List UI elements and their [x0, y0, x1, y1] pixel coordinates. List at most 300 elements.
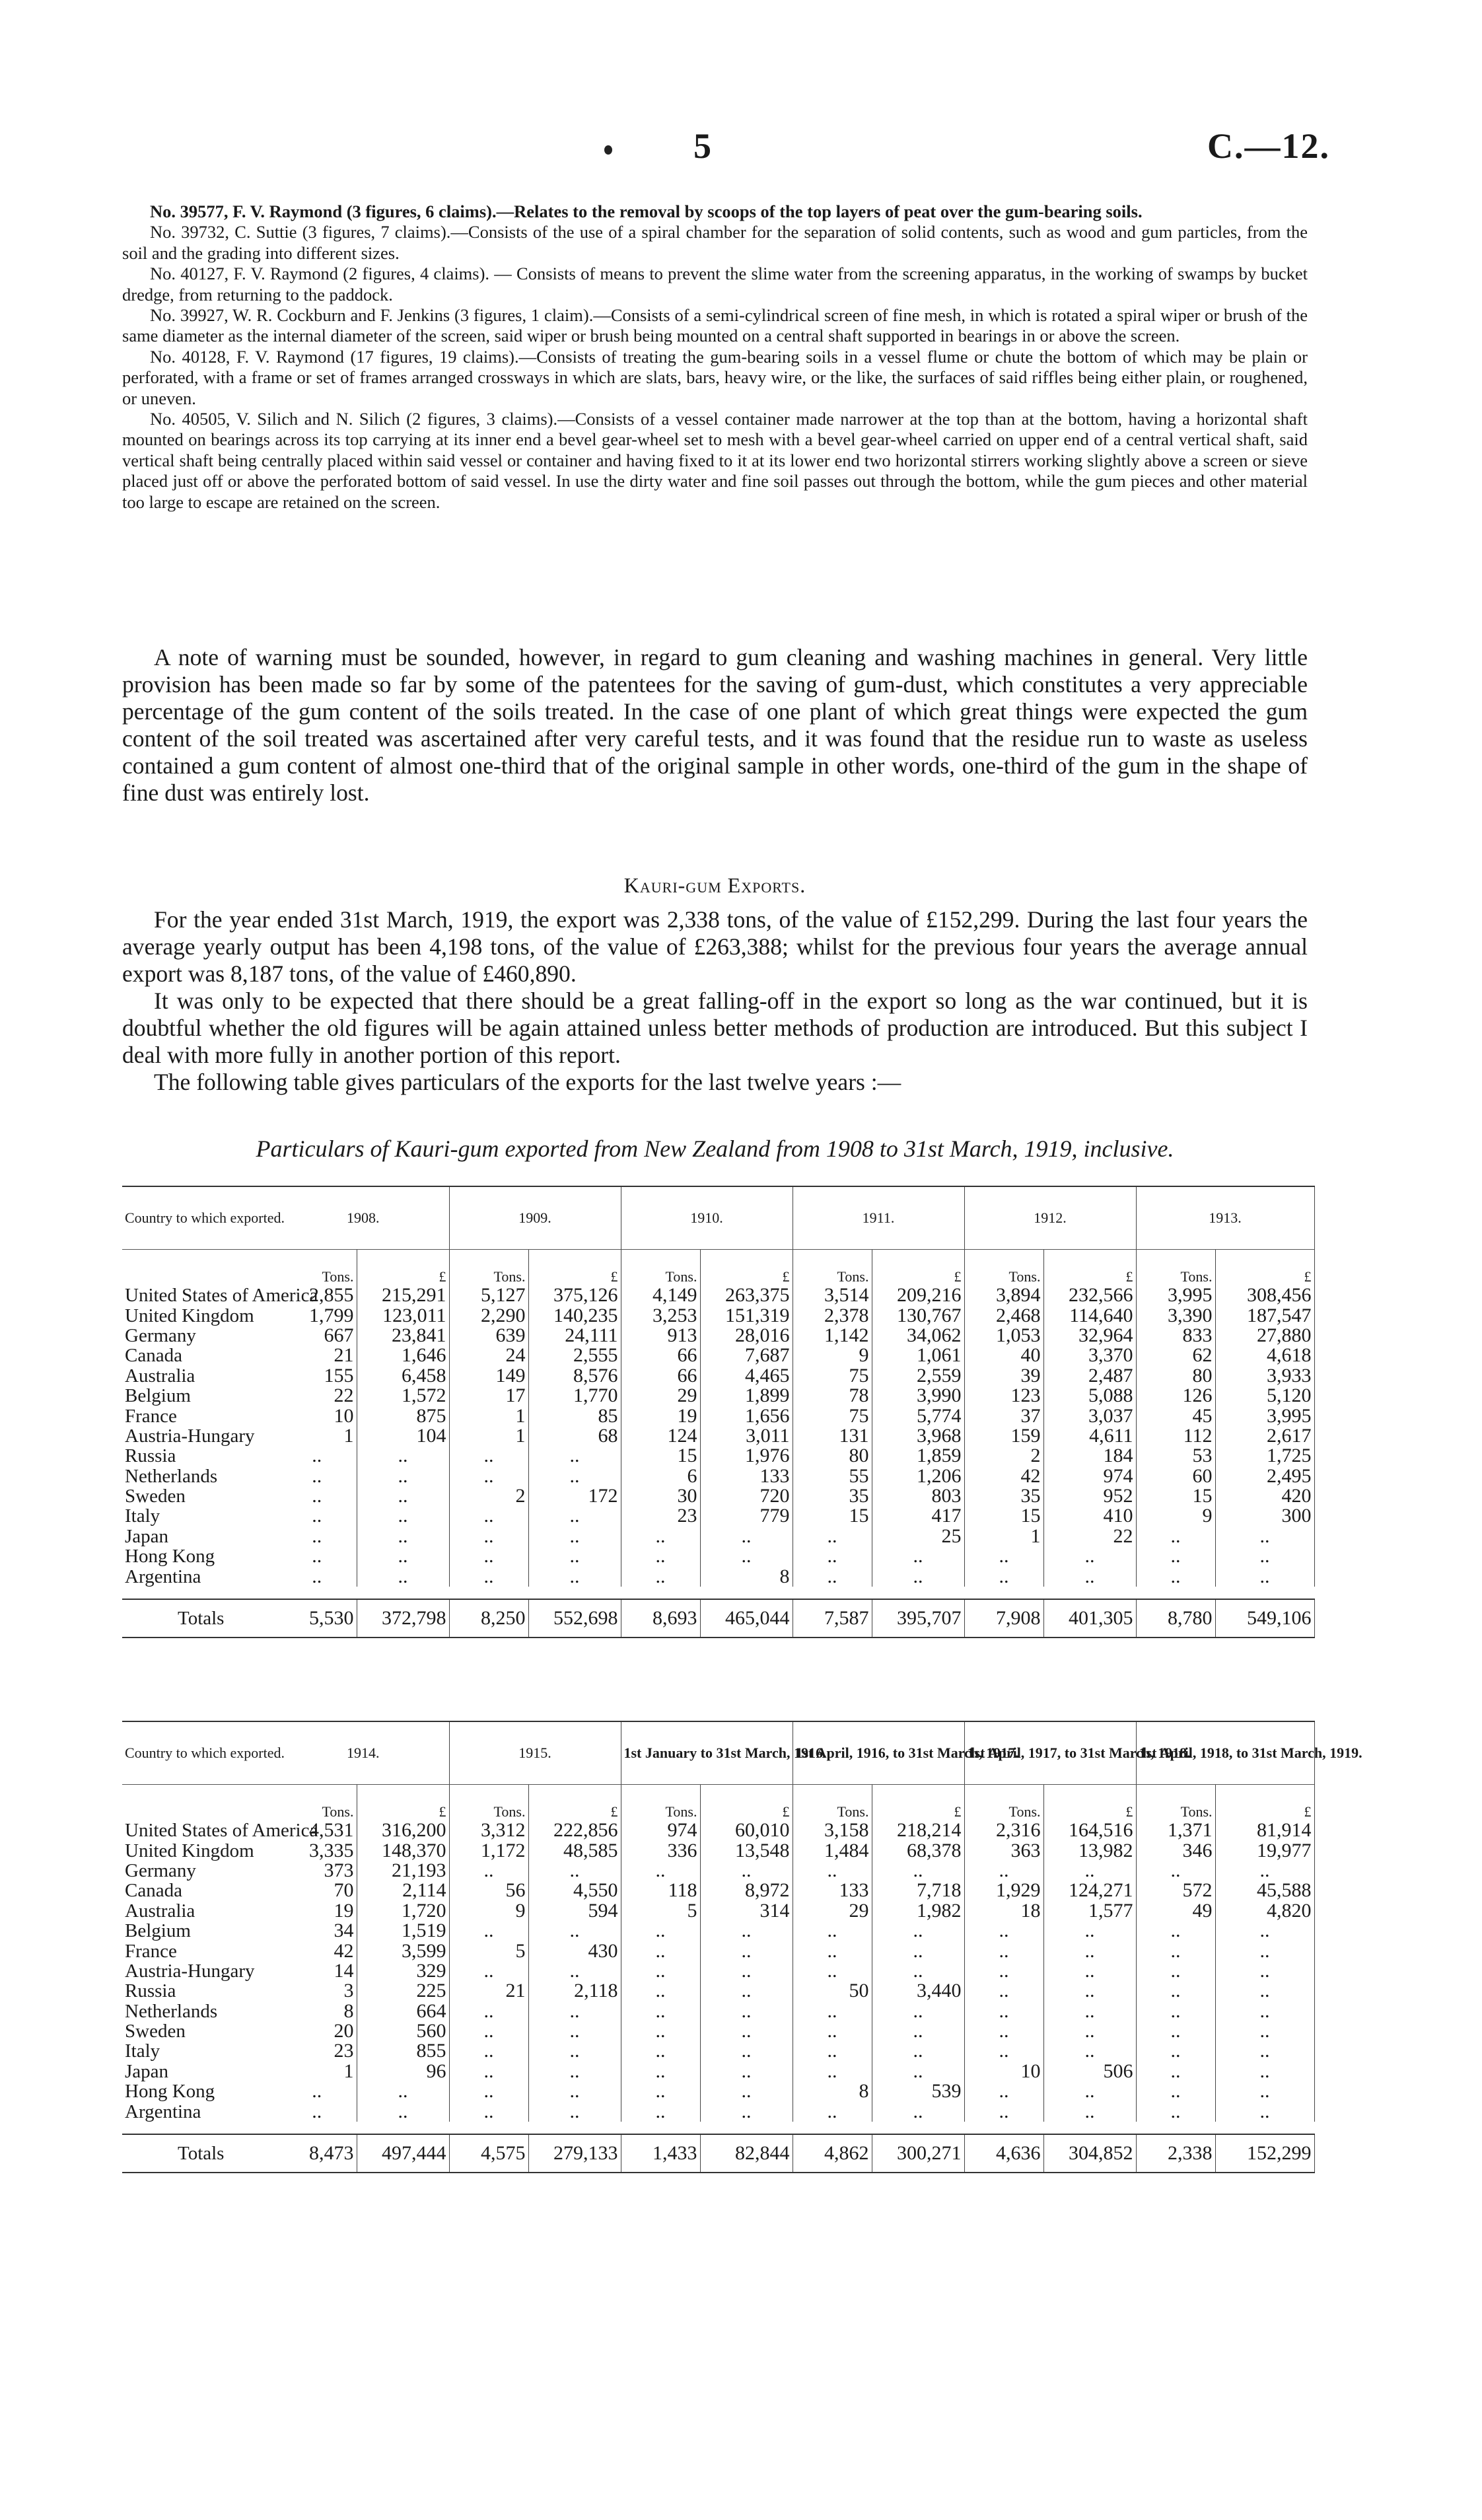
spacer-row [122, 1587, 1314, 1599]
value-cell: .. [964, 1566, 1043, 1586]
country-cell [122, 1921, 277, 1941]
value-cell: .. [449, 1527, 528, 1546]
warning-paragraph-block [122, 644, 1308, 807]
value-cell: 123 [964, 1386, 1043, 1406]
value-cell: 45 [1136, 1406, 1215, 1425]
value-cell: 1,061 [872, 1346, 964, 1365]
country-name: Australia [125, 1900, 195, 1922]
value-cell: 23,841 [357, 1326, 449, 1346]
value-cell: .. [793, 2041, 872, 2061]
total-value-cell: 5,530 [277, 1599, 357, 1638]
value-cell: 539 [872, 2081, 964, 2101]
unit-pounds: £ [1215, 1250, 1314, 1286]
table-row [122, 1305, 1314, 1325]
value-cell: 2,118 [528, 1981, 621, 2001]
value-cell: 133 [793, 1881, 872, 1900]
country-name: France [125, 1405, 177, 1427]
value-cell: 85 [528, 1406, 621, 1425]
table-row [122, 1326, 1314, 1346]
value-cell: .. [964, 2021, 1043, 2041]
value-cell: .. [528, 2081, 621, 2101]
value-cell: 218,214 [872, 1820, 964, 1840]
value-cell: 45,588 [1215, 1881, 1314, 1900]
unit-pounds: £ [1043, 1250, 1136, 1286]
unit-pounds: £ [1043, 1785, 1136, 1821]
country-name: Austria-Hungary [125, 1425, 255, 1447]
value-cell: 164,516 [1043, 1820, 1136, 1840]
value-cell: .. [621, 1921, 700, 1941]
value-cell: 10 [277, 1406, 357, 1425]
value-cell: .. [1136, 1961, 1215, 1981]
value-cell: 779 [700, 1506, 793, 1526]
value-cell: .. [793, 2101, 872, 2121]
value-cell: .. [1215, 1941, 1314, 1961]
unit-pounds: £ [700, 1250, 793, 1286]
country-name: Netherlands [125, 2000, 218, 2022]
country-cell [122, 1546, 277, 1566]
value-cell: .. [449, 1546, 528, 1566]
value-cell: 130,767 [872, 1305, 964, 1325]
table-row [122, 1486, 1314, 1506]
value-cell: 2,114 [357, 1881, 449, 1900]
value-cell: 336 [621, 1840, 700, 1860]
country-name: Belgium [125, 1385, 191, 1407]
value-cell: 81,914 [1215, 1820, 1314, 1840]
value-cell: 118 [621, 1881, 700, 1900]
value-cell: .. [700, 1961, 793, 1981]
value-cell: .. [1136, 2062, 1215, 2081]
value-cell: .. [1215, 2001, 1314, 2021]
value-cell: 363 [964, 1840, 1043, 1860]
unit-tons: Tons. [1136, 1785, 1215, 1821]
value-cell: 126 [1136, 1386, 1215, 1406]
total-value-cell: 304,852 [1043, 2134, 1136, 2173]
value-cell: 952 [1043, 1486, 1136, 1506]
value-cell: .. [793, 2021, 872, 2041]
value-cell: .. [357, 1506, 449, 1526]
exports-paragraph: For the year ended 31st March, 1919, the export was 2,338 tons, of the value of £152,299. During the last four years the average yearly output has been 4,198 tons, of the value of £263,388; whilst for the previous four years the average annual export was 8,187 tons, of the value of £460,890. [122, 906, 1308, 987]
value-cell: 3,514 [793, 1285, 872, 1305]
value-cell: .. [621, 1527, 700, 1546]
value-cell: 232,566 [1043, 1285, 1136, 1305]
value-cell: 2 [449, 1486, 528, 1506]
value-cell: .. [872, 2041, 964, 2061]
value-cell: 3 [277, 1981, 357, 2001]
value-cell: .. [449, 2021, 528, 2041]
value-cell: 8 [700, 1566, 793, 1586]
exports-paragraph: It was only to be expected that there should be a great falling-off in the export so long as the war continued, but it is doubtful whether the old figures will be again attained unless better methods of production are introduced. But this subject I deal with more fully in another portion of this report. [122, 988, 1308, 1068]
value-cell: 8 [793, 2081, 872, 2101]
value-cell: 24 [449, 1346, 528, 1365]
country-cell [122, 1486, 277, 1506]
table-row [122, 1366, 1314, 1386]
section-heading: Kauri-gum Exports. [623, 873, 806, 897]
table-row [122, 1527, 1314, 1546]
value-cell: .. [621, 1961, 700, 1981]
value-cell: 3,253 [621, 1305, 700, 1325]
value-cell: .. [1043, 2021, 1136, 2041]
value-cell: .. [964, 1981, 1043, 2001]
value-cell: .. [357, 1527, 449, 1546]
value-cell: 3,995 [1136, 1285, 1215, 1305]
unit-tons: Tons. [1136, 1250, 1215, 1286]
value-cell: 506 [1043, 2062, 1136, 2081]
value-cell: .. [528, 2001, 621, 2021]
unit-tons: Tons. [277, 1785, 357, 1821]
value-cell: 21,193 [357, 1861, 449, 1881]
value-cell: 50 [793, 1981, 872, 2001]
country-cell [122, 1406, 277, 1425]
value-cell: .. [528, 1566, 621, 1586]
value-cell: .. [621, 2021, 700, 2041]
value-cell: .. [449, 1921, 528, 1941]
value-cell: .. [1215, 2062, 1314, 2081]
value-cell: .. [793, 1961, 872, 1981]
value-cell: 1 [277, 2062, 357, 2081]
country-cell [122, 1506, 277, 1526]
value-cell: .. [277, 1506, 357, 1526]
table-row [122, 2062, 1314, 2081]
value-cell: .. [1136, 1921, 1215, 1941]
value-cell: .. [621, 1861, 700, 1881]
value-cell: 27,880 [1215, 1326, 1314, 1346]
value-cell: 5 [621, 1901, 700, 1921]
country-name: Sweden [125, 1486, 186, 1507]
country-cell [122, 1346, 277, 1365]
period-header: 1911. [793, 1186, 964, 1250]
value-cell: 18 [964, 1901, 1043, 1921]
claim-paragraph: No. 40127, F. V. Raymond (2 figures, 4 claims). — Consists of means to prevent the slime water from the screening apparatus, in the working of swamps by bucket dredge, from returning to the paddock. [122, 264, 1308, 305]
country-name: Sweden [125, 2021, 186, 2042]
value-cell: .. [793, 2001, 872, 2021]
value-cell: .. [793, 2062, 872, 2081]
value-cell: 184 [1043, 1446, 1136, 1466]
value-cell: .. [449, 1861, 528, 1881]
value-cell: 70 [277, 1881, 357, 1900]
unit-tons: Tons. [964, 1250, 1043, 1286]
value-cell: .. [700, 1861, 793, 1881]
value-cell: .. [872, 1941, 964, 1961]
value-cell: 1 [277, 1426, 357, 1446]
table-row [122, 2021, 1314, 2041]
unit-tons: Tons. [277, 1250, 357, 1286]
value-cell: 2,487 [1043, 1366, 1136, 1386]
country-cell [122, 1285, 318, 1307]
value-cell: 1,053 [964, 1326, 1043, 1346]
value-cell: 1,172 [449, 1840, 528, 1860]
value-cell: 15 [1136, 1486, 1215, 1506]
unit-tons: Tons. [793, 1250, 872, 1286]
table-row [122, 1566, 1314, 1586]
unit-tons: Tons. [621, 1785, 700, 1821]
value-cell: 3,037 [1043, 1406, 1136, 1425]
value-cell: .. [964, 1921, 1043, 1941]
period-header: 1st April, 1917, to 31st March, 1918. [964, 1721, 1136, 1785]
value-cell: .. [700, 1941, 793, 1961]
value-cell: .. [793, 1566, 872, 1586]
value-cell: .. [528, 2041, 621, 2061]
total-value-cell: 7,908 [964, 1599, 1043, 1638]
total-value-cell: 4,575 [449, 2134, 528, 2173]
value-cell: .. [1043, 1921, 1136, 1941]
country-name: Netherlands [125, 1465, 218, 1487]
total-value-cell: 7,587 [793, 1599, 872, 1638]
value-cell: 215,291 [357, 1285, 449, 1305]
unit-spacer [122, 1785, 277, 1821]
period-header: 1914. [277, 1721, 449, 1785]
country-name: Italy [125, 1505, 160, 1527]
period-header: 1909. [449, 1186, 621, 1250]
unit-tons: Tons. [964, 1785, 1043, 1821]
value-cell: 20 [277, 2021, 357, 2041]
value-cell: .. [528, 1921, 621, 1941]
table-row [122, 1546, 1314, 1566]
value-cell: 3,894 [964, 1285, 1043, 1305]
period-header: 1912. [964, 1186, 1136, 1250]
value-cell: 417 [872, 1506, 964, 1526]
value-cell: 1,519 [357, 1921, 449, 1941]
total-value-cell: 300,271 [872, 2134, 964, 2173]
value-cell: .. [1215, 2081, 1314, 2101]
value-cell: .. [621, 1981, 700, 2001]
value-cell: 4,149 [621, 1285, 700, 1305]
value-cell: 5,120 [1215, 1386, 1314, 1406]
value-cell: .. [1136, 1941, 1215, 1961]
value-cell: 1,799 [277, 1305, 357, 1325]
value-cell: 803 [872, 1486, 964, 1506]
value-cell: 314 [700, 1901, 793, 1921]
value-cell: 375,126 [528, 1285, 621, 1305]
value-cell: 410 [1043, 1506, 1136, 1526]
value-cell: 124 [621, 1426, 700, 1446]
value-cell: 29 [793, 1901, 872, 1921]
table-row [122, 1981, 1314, 2001]
value-cell: 155 [277, 1366, 357, 1386]
country-name: Hong Kong [125, 1546, 215, 1567]
claim-paragraph: No. 39577, F. V. Raymond (3 figures, 6 claims).—Relates to the removal by scoops of the top layers of peat over the gum-bearing soils. [150, 201, 1143, 221]
value-cell: 1,976 [700, 1446, 793, 1466]
total-value-cell: 401,305 [1043, 1599, 1136, 1638]
total-value-cell: 1,433 [621, 2134, 700, 2173]
header-row [122, 1721, 1314, 1785]
value-cell: 1 [449, 1426, 528, 1446]
table-row [122, 2001, 1314, 2021]
value-cell: .. [357, 1566, 449, 1586]
value-cell: 373 [277, 1861, 357, 1881]
total-value-cell: 8,473 [277, 2134, 357, 2173]
value-cell: .. [700, 1921, 793, 1941]
unit-pounds: £ [872, 1785, 964, 1821]
value-cell: 140,235 [528, 1305, 621, 1325]
value-cell: 8 [277, 2001, 357, 2021]
value-cell: 49 [1136, 1901, 1215, 1921]
value-cell: 114,640 [1043, 1305, 1136, 1325]
value-cell: .. [449, 2101, 528, 2121]
value-cell: 263,375 [700, 1285, 793, 1305]
value-cell: 68 [528, 1426, 621, 1446]
value-cell: 133 [700, 1466, 793, 1486]
value-cell: 3,011 [700, 1426, 793, 1446]
value-cell: 4,531 [277, 1820, 357, 1840]
value-cell: .. [1136, 1546, 1215, 1566]
value-cell: .. [964, 1546, 1043, 1566]
country-cell [122, 1426, 277, 1446]
value-cell: 32,964 [1043, 1326, 1136, 1346]
total-value-cell: 8,250 [449, 1599, 528, 1638]
total-value-cell: 4,636 [964, 2134, 1043, 2173]
table-row [122, 1820, 1314, 1840]
value-cell: .. [528, 2021, 621, 2041]
country-name: Canada [125, 1880, 182, 1902]
value-cell: .. [449, 2041, 528, 2061]
value-cell: 13,548 [700, 1840, 793, 1860]
country-cell [122, 1305, 277, 1325]
value-cell: 1 [964, 1527, 1043, 1546]
total-value-cell: 395,707 [872, 1599, 964, 1638]
value-cell: 225 [357, 1981, 449, 2001]
value-cell: 2,559 [872, 1366, 964, 1386]
country-name: Hong Kong [125, 2081, 215, 2103]
value-cell: 28,016 [700, 1326, 793, 1346]
value-cell: 187,547 [1215, 1305, 1314, 1325]
value-cell: 594 [528, 1901, 621, 1921]
value-cell: .. [700, 2001, 793, 2021]
value-cell: .. [1136, 1566, 1215, 1586]
value-cell: .. [449, 2062, 528, 2081]
value-cell: 22 [277, 1386, 357, 1406]
country-name: Canada [125, 1345, 182, 1367]
value-cell: .. [1136, 2001, 1215, 2021]
value-cell: .. [621, 2041, 700, 2061]
country-cell [122, 1941, 277, 1961]
value-cell: 124,271 [1043, 1881, 1136, 1900]
value-cell: .. [528, 2101, 621, 2121]
value-cell: .. [1215, 1921, 1314, 1941]
value-cell: .. [357, 1446, 449, 1466]
value-cell: 23 [621, 1506, 700, 1526]
table-row [122, 1386, 1314, 1406]
value-cell: 34,062 [872, 1326, 964, 1346]
value-cell: 1,484 [793, 1840, 872, 1860]
value-cell: 23 [277, 2041, 357, 2061]
value-cell: .. [872, 1921, 964, 1941]
value-cell: .. [528, 1546, 621, 1566]
value-cell: 913 [621, 1326, 700, 1346]
value-cell: 8,576 [528, 1366, 621, 1386]
value-cell: 1 [449, 1406, 528, 1425]
value-cell: 5,127 [449, 1285, 528, 1305]
value-cell: .. [1043, 1981, 1136, 2001]
value-cell: .. [1215, 1527, 1314, 1546]
value-cell: .. [700, 2021, 793, 2041]
value-cell: 75 [793, 1406, 872, 1425]
exports-table-1908-1913 [122, 1186, 1315, 1638]
value-cell: .. [1136, 2081, 1215, 2101]
value-cell: .. [1215, 1961, 1314, 1981]
value-cell: .. [872, 1961, 964, 1981]
unit-tons: Tons. [621, 1250, 700, 1286]
value-cell: 3,390 [1136, 1305, 1215, 1325]
value-cell: 29 [621, 1386, 700, 1406]
value-cell: .. [357, 2101, 449, 2121]
value-cell: 4,618 [1215, 1346, 1314, 1365]
value-cell: .. [1043, 2001, 1136, 2021]
value-cell: 3,335 [277, 1840, 357, 1860]
table-row [122, 1346, 1314, 1365]
value-cell: 53 [1136, 1446, 1215, 1466]
spacer-cell [122, 2122, 1314, 2134]
country-name: Russia [125, 1980, 176, 2002]
value-cell: 7,718 [872, 1881, 964, 1900]
value-cell: .. [528, 1466, 621, 1486]
country-name: Germany [125, 1324, 196, 1346]
value-cell: .. [449, 1506, 528, 1526]
value-cell: .. [277, 1546, 357, 1566]
patent-claims-list [122, 201, 1308, 513]
value-cell: 66 [621, 1346, 700, 1365]
country-cell [122, 2062, 277, 2081]
value-cell: 1,371 [1136, 1820, 1215, 1840]
totals-row [122, 2134, 1314, 2173]
country-cell [122, 2101, 277, 2121]
value-cell: .. [449, 1961, 528, 1981]
value-cell: 24,111 [528, 1326, 621, 1346]
document-code: C.—12. [1207, 126, 1330, 166]
country-cell [122, 1366, 277, 1386]
period-header: 1st April, 1916, to 31st March, 1917. [793, 1721, 964, 1785]
value-cell: 664 [357, 2001, 449, 2021]
value-cell: 19 [621, 1406, 700, 1425]
value-cell: 1,646 [357, 1346, 449, 1365]
value-cell: .. [1043, 1566, 1136, 1586]
value-cell: .. [1136, 2021, 1215, 2041]
claim-paragraph: No. 40505, V. Silich and N. Silich (2 figures, 3 claims).—Consists of a vessel container made narrower at the top than at the bottom, having a horizontal shaft mounted on bearings across its top carrying at its inner end a bevel gear-wheel set to mesh with a bevel gear-wheel carried on upper end of a central vertical shaft, said vertical shaft being centrally placed within said vessel or container and having fixed to it at its lower end two horizontal stirrers working slightly above a screen or sieve placed just off or above the perforated bottom of said vessel. In use the dirty water and fine soil passes out through the bottom, while the gum pieces and other material too large to escape are retained on the screen. [122, 409, 1308, 512]
value-cell: .. [621, 2062, 700, 2081]
value-cell: 2,290 [449, 1305, 528, 1325]
unit-tons: Tons. [449, 1785, 528, 1821]
value-cell: 3,158 [793, 1820, 872, 1840]
table-row [122, 1961, 1314, 1981]
value-cell: .. [700, 1981, 793, 2001]
country-cell [122, 1466, 277, 1486]
value-cell: .. [277, 2101, 357, 2121]
value-cell: .. [1136, 1527, 1215, 1546]
value-cell: 9 [449, 1901, 528, 1921]
value-cell: .. [277, 2081, 357, 2101]
value-cell: .. [793, 1941, 872, 1961]
value-cell: 42 [277, 1941, 357, 1961]
period-header: 1st April, 1918, to 31st March, 1919. [1136, 1721, 1314, 1785]
value-cell: 1,656 [700, 1406, 793, 1425]
value-cell: .. [1215, 2101, 1314, 2121]
value-cell: .. [528, 1961, 621, 1981]
value-cell: 855 [357, 2041, 449, 2061]
value-cell: 172 [528, 1486, 621, 1506]
value-cell: 8,972 [700, 1881, 793, 1900]
value-cell: 3,968 [872, 1426, 964, 1446]
value-cell: .. [528, 1446, 621, 1466]
exports-text-block [122, 906, 1308, 1096]
value-cell: .. [793, 1921, 872, 1941]
total-value-cell: 8,780 [1136, 1599, 1215, 1638]
value-cell: 3,370 [1043, 1346, 1136, 1365]
value-cell: .. [528, 1861, 621, 1881]
country-cell [122, 1881, 277, 1900]
country-name: France [125, 1940, 177, 1962]
value-cell: .. [1043, 2081, 1136, 2101]
value-cell: 1,206 [872, 1466, 964, 1486]
table-row [122, 1941, 1314, 1961]
